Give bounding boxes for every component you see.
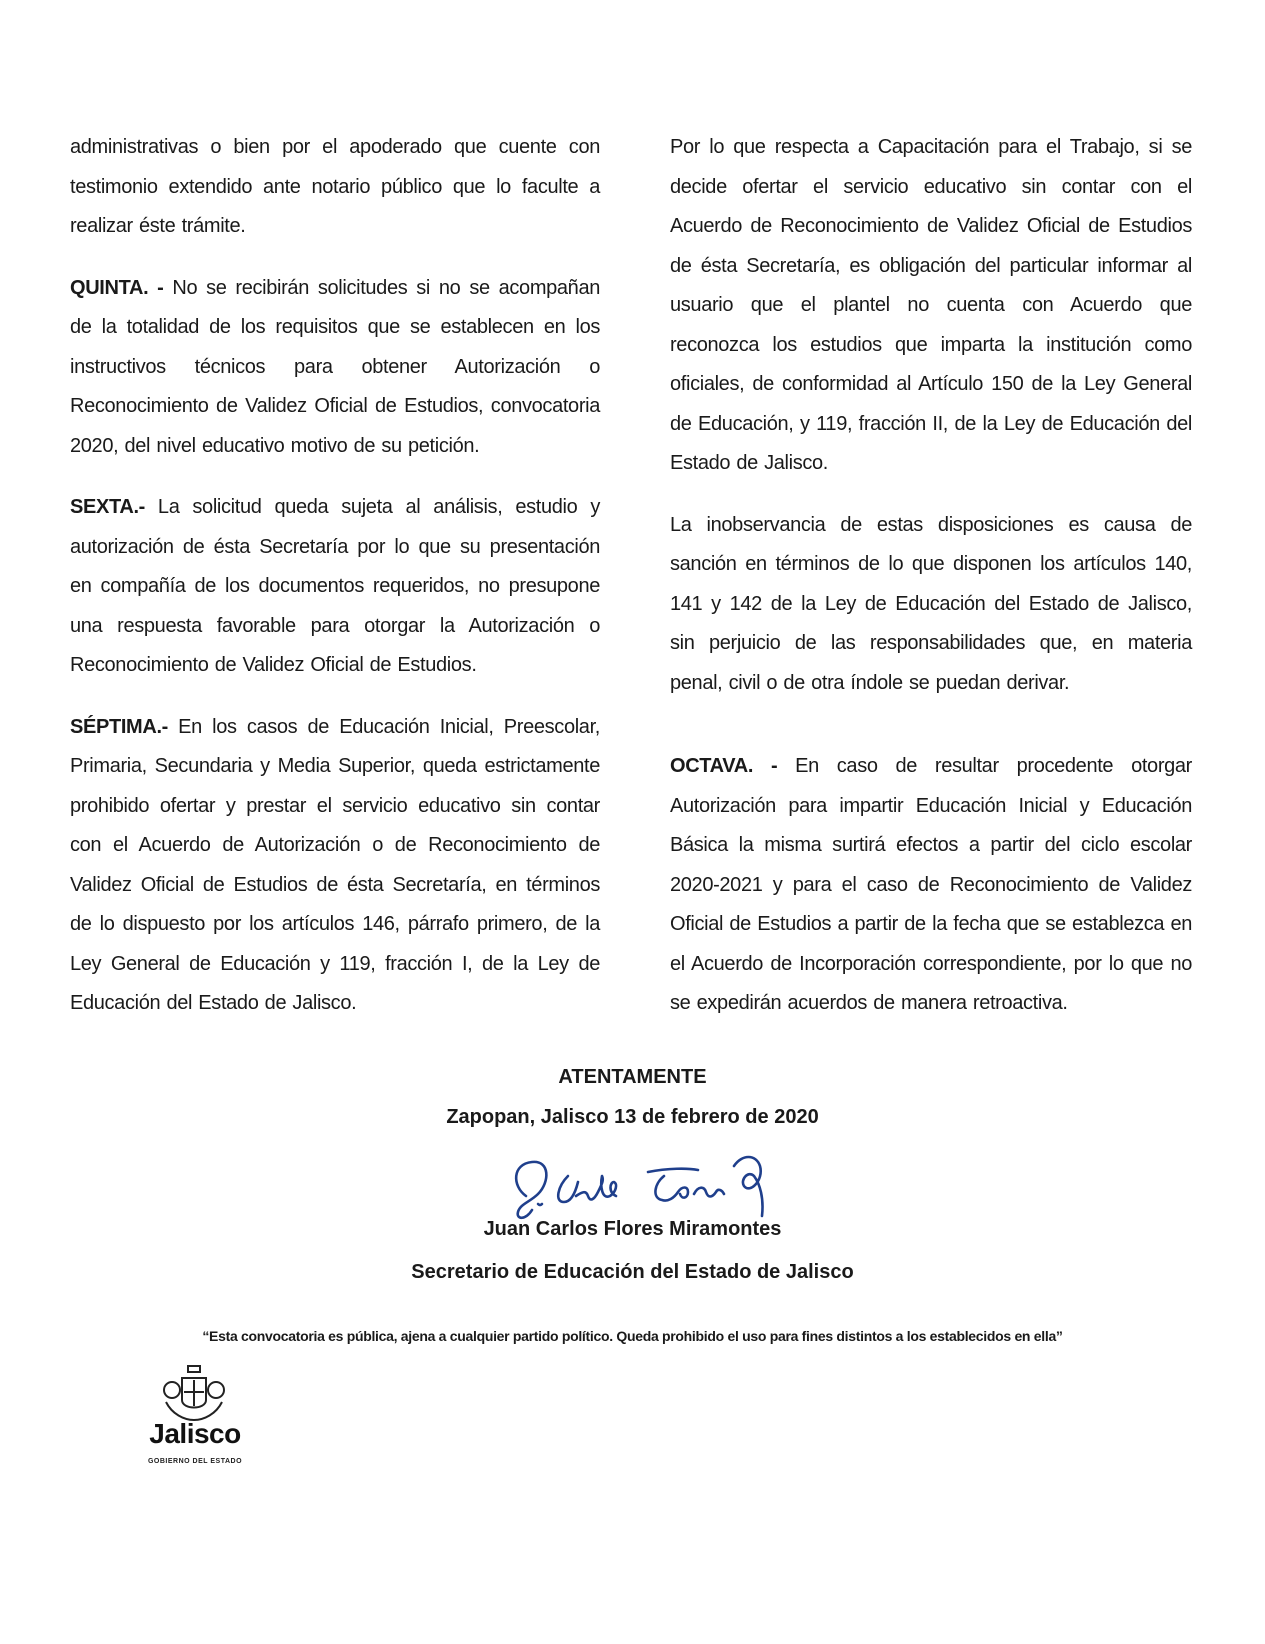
clause-label: QUINTA. -: [70, 276, 164, 299]
clause-text: La solicitud queda sujeta al análisis, estudio y autorización de ésta Secretaría por lo que su presentación en compañía de los documentos requeridos, no presupone una respuesta favorable para otorgar la Autorización o Reconocimiento de Validez Oficial de Estudios.: [70, 496, 600, 676]
clause-sexta: [70, 488, 600, 686]
coat-of-arms-icon: [162, 1362, 226, 1422]
clause-label: SEXTA.-: [70, 496, 145, 518]
clause-text: En caso de resultar procedente otorgar Autorización para impartir Educación Inicial y Educación Básica la misma surtirá efectos a partir del ciclo escolar 2020-2021 y para el caso de Reconocimiento de Validez Oficial de Estudios a partir de la fecha que se establezca en el Acuerdo de Incorporación correspondiente, por lo que no se expedirán acuerdos de manera retroactiva.: [670, 755, 1192, 1014]
signatory-name: Juan Carlos Flores Miramontes: [483, 1218, 782, 1240]
paragraph-continuation: administrativas o bien por el apoderado que cuente con testimonio extendido ante notario público que lo faculte a realizar éste trámite.: [70, 136, 600, 237]
clause-octava: [670, 747, 1192, 1024]
clause-label: OCTAVA. -: [670, 755, 778, 777]
clause-septima: [70, 708, 600, 1024]
jalisco-logo: [130, 1362, 260, 1472]
left-column: [70, 128, 600, 1046]
signatory-title: Secretario de Educación del Estado de Jalisco: [411, 1261, 854, 1283]
clause-quinta: [70, 269, 600, 467]
paragraph-inobservancia: La inobservancia de estas disposiciones es causa de sanción en términos de lo que disponen los artículos 140, 141 y 142 de la Ley de Educación del Estado de Jalisco, sin perjuicio de las responsabilidades que, en materia penal, civil o de otra índole se puedan derivar.: [670, 513, 1192, 694]
disclaimer-note: “Esta convocatoria es pública, ajena a cualquier partido político. Queda prohibido el uso para fines distintos a los establecidos en ella”: [202, 1328, 1063, 1344]
clause-text: En los casos de Educación Inicial, Preescolar, Primaria, Secundaria y Media Superior, queda estrictamente prohibido ofertar y prestar el servicio educativo sin contar con el Acuerdo de Autorización o de Reconocimiento de Validez Oficial de Estudios de ésta Secretaría, en términos de lo dispuesto por los artículos 146, párrafo primero, de la Ley General de Educación y 119, fracción I, de la Ley de Educación del Estado de Jalisco.: [70, 715, 600, 1014]
right-column: [670, 128, 1192, 1046]
signature-image: [498, 1146, 788, 1228]
paragraph-capacitacion: Por lo que respecta a Capacitación para el Trabajo, si se decide ofertar el servicio educativo sin contar con el Acuerdo de Reconocimiento de Validez Oficial de Estudios de ésta Secretaría, es obligación del particular informar al usuario que el plantel no cuenta con Acuerdo que reconozca los estudios que imparta la institución como oficiales, de conformidad al Artículo 150 de la Ley General de Educación, y 119, fracción II, de la Ley de Educación del Estado de Jalisco.: [670, 136, 1192, 474]
clause-text: No se recibirán solicitudes si no se acompañan de la totalidad de los requisitos que se establecen en los instructivos técnicos para obtener Autorización o Reconocimiento de Validez Oficial de Estudios, convocatoria 2020, del nivel educativo motivo de su petición.: [70, 276, 600, 457]
logo-name: Jalisco: [149, 1418, 241, 1449]
logo-subtitle: GOBIERNO DEL ESTADO: [147, 1458, 243, 1465]
clause-label: SÉPTIMA.-: [70, 715, 168, 738]
closing-atentamente: ATENTAMENTE: [558, 1066, 707, 1088]
closing-date: Zapopan, Jalisco 13 de febrero de 2020: [446, 1106, 819, 1128]
